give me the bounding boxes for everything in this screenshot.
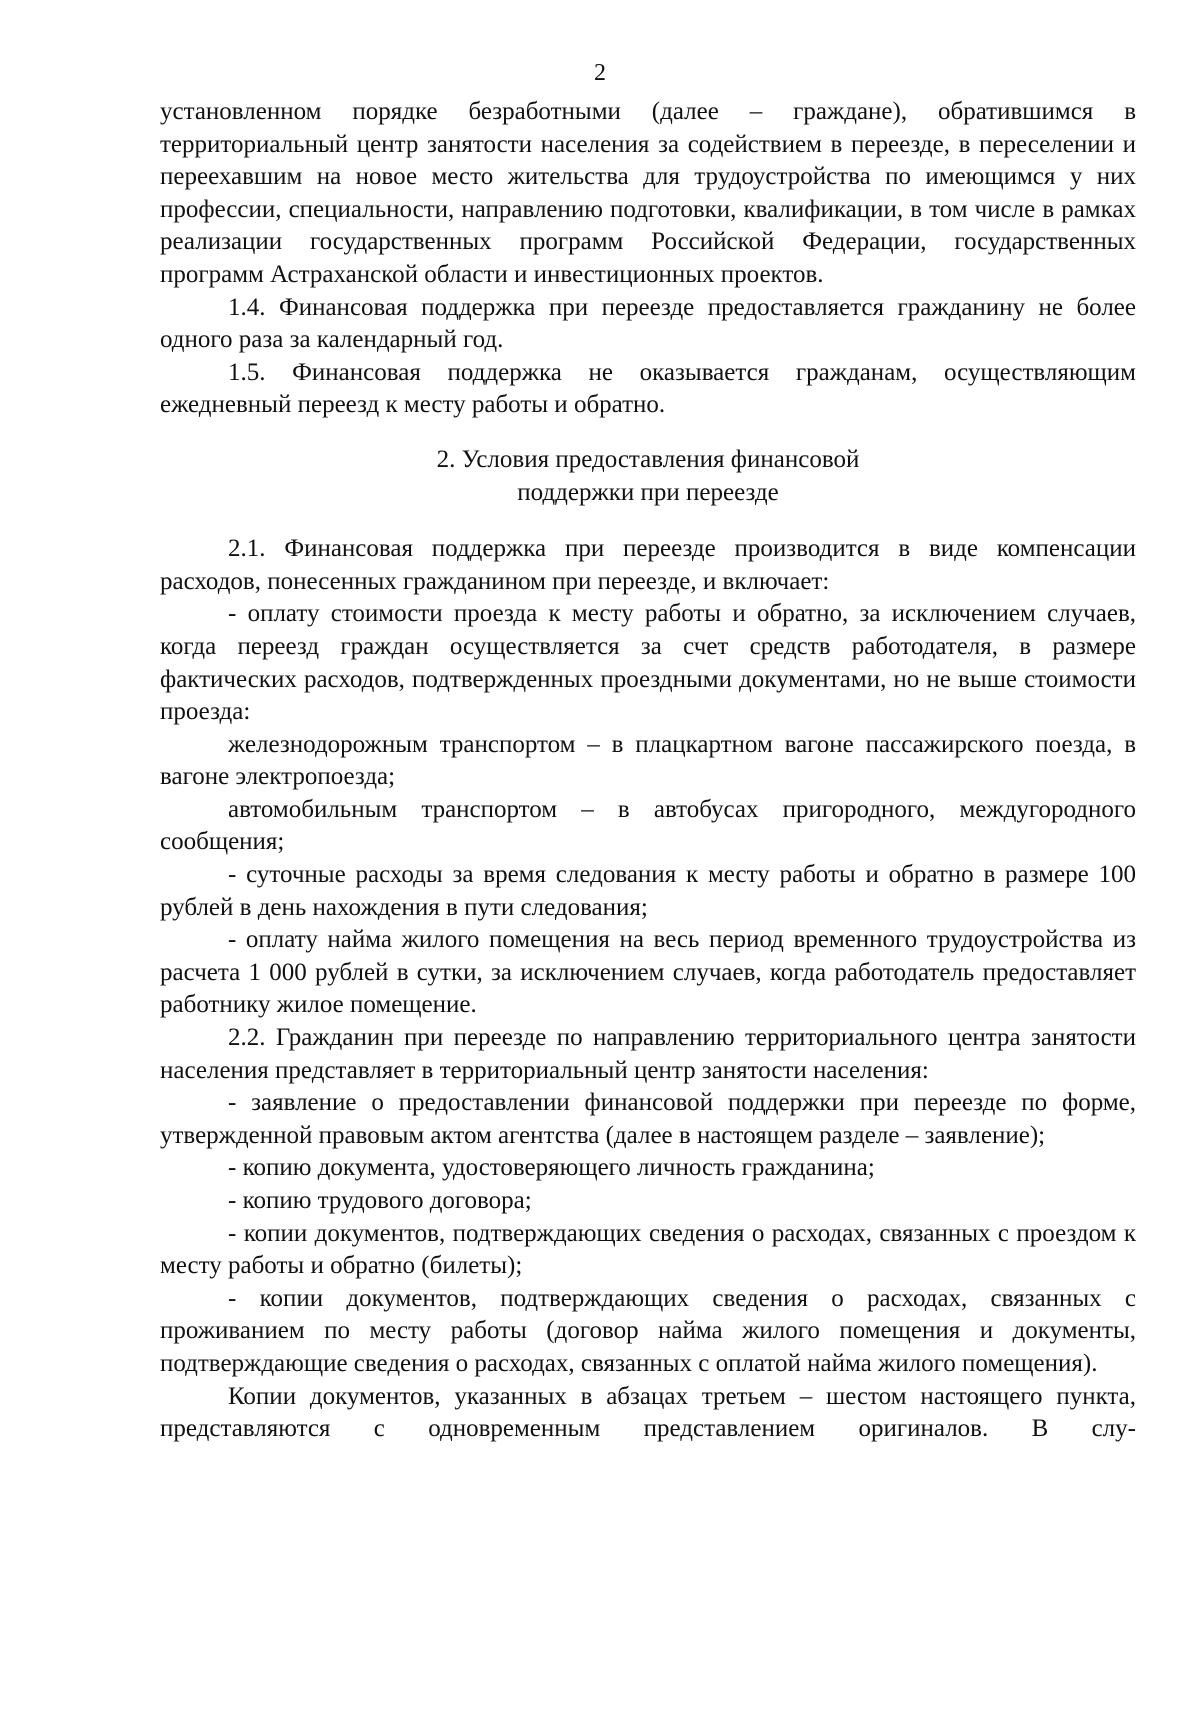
list-item-id-copy: - копию документа, удостоверяющего личность гражданина;	[228, 1154, 875, 1182]
section-heading-line-2: поддержки при переезде	[517, 478, 779, 506]
paragraph-1-5: 1.5. Финансовая поддержка не оказывается гражданам, осуществляющим ежедневный переезд к месту работы и обратно.	[160, 358, 1136, 419]
list-item-housing: - оплату найма жилого помещения на весь период временного трудоустройства из расчета 1 000 рублей в сутки, за исключением случаев, когда работодатель предоставляет работнику жилое помещение.	[160, 926, 1136, 1019]
paragraph-2-2: 2.2. Гражданин при переезде по направлению территориального центра занятости населения представляет в территориальный центр занятости населения:	[160, 1024, 1136, 1084]
document-body	[160, 96, 1136, 1446]
list-item-daily-expenses: - суточные расходы за время следования к месту работы и обратно в размере 100 рублей в день нахождения в пути следования;	[160, 861, 1136, 921]
paragraph-2-1: 2.1. Финансовая поддержка при переезде производится в виде компенсации расходов, понесенных гражданином при переезде, и включает:	[160, 535, 1136, 595]
list-item-contract-copy: - копию трудового договора;	[228, 1187, 532, 1214]
paragraph-copies: Копии документов, указанных в абзацах третьем – шестом настоящего пункта, представляются с одновременным представлением оригиналов. В слу-	[160, 1382, 1136, 1443]
list-item-housing-documents: - копии документов, подтверждающих сведения о расходах, связанных с проживанием по месту работы (договор найма жилого помещения и документы, подтверждающие сведения о расходах, связанных с оплатой найма жилого помещения).	[160, 1284, 1136, 1377]
list-item-travel-cost: - оплату стоимости проезда к месту работы и обратно, за исключением случаев, когда переезд граждан осуществляется за счет средств работодателя, в размере фактических расходов, подтвержденных проездными документами, но не выше стоимости проезда:	[160, 600, 1136, 726]
section-heading-line-1: 2. Условия предоставления финансовой	[436, 445, 860, 473]
list-item-railway: железнодорожным транспортом – в плацкартном вагоне пассажирского поезда, в вагоне электропоезда;	[160, 730, 1136, 791]
paragraph-1-4: 1.4. Финансовая поддержка при переезде предоставляется гражданину не более одного раза за календарный год.	[160, 293, 1136, 354]
page-number: 2	[594, 60, 606, 86]
list-item-travel-documents: - копии документов, подтверждающих сведения о расходах, связанных с проездом к месту работы и обратно (билеты);	[160, 1219, 1136, 1280]
paragraph-continuation: установленном порядке безработными (далее – граждане), обратившимся в территориальный центр занятости населения за содействием в переезде, в переселении и переехавшим на новое место жительства для трудоустройства по имеющимся у них профессии, специальности, направлению подготовки, квалификации, в том числе в рамках реализации государственных программ Российской Федерации, государственных программ Астраханской области и инвестиционных проектов.	[160, 98, 1136, 288]
list-item-automobile: автомобильным транспортом – в автобусах пригородного, междугородного сообщения;	[160, 795, 1136, 856]
section-heading	[160, 444, 1136, 509]
list-item-application: - заявление о предоставлении финансовой поддержки при переезде по форме, утвержденной правовым актом агентства (далее в настоящем разделе – заявление);	[160, 1089, 1136, 1149]
